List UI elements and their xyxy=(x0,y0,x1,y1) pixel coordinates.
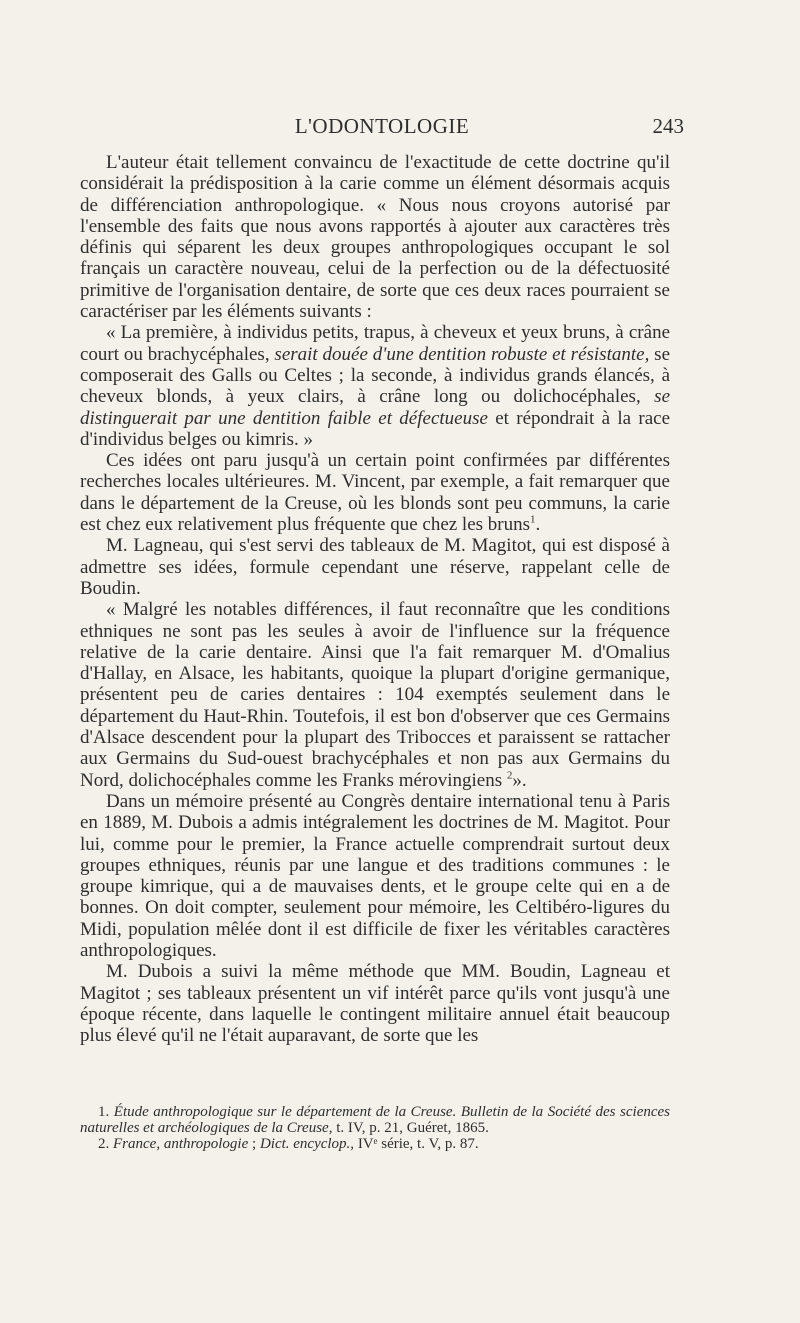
page-number: 243 xyxy=(652,114,684,138)
text-run: se composerait des Galls ou Celtes ; la seconde, à individus grands élancés, à cheveux blonds, à yeux clairs, à crâne long ou dolichocéphales, xyxy=(80,343,670,408)
body-text xyxy=(80,152,670,1046)
footnote-number: 1. xyxy=(98,1104,114,1120)
italic-run: se distinguerait par une dentition faible et défectueuse xyxy=(80,386,670,429)
footnote-ref: 2 xyxy=(506,769,513,782)
footnotes xyxy=(80,1104,670,1152)
text-run: t. IV, p. 21, Guéret, 1865. xyxy=(332,1120,489,1136)
text-run: « Malgré les notables différences, il faut reconnaître que les conditions ethniques ne sont pas les seules à avoir de l'influence sur la fréquence relative de la carie dentaire. Ainsi que l'a fait remarquer M. d'Omalius d'Hallay, en Alsace, les habitants, quoique la plupart d'origine germanique, présentent peu de caries dentaires : 104 exemptés seulement dans le département du Haut-Rhin. Toutefois, il est bon d'observer que ces Germains d'Alsace descendent pour la plupart des Tribocces et paraissent se rattacher aux Germains du Sud-ouest brachycéphales et non pas aux Germains du Nord, dolichocéphales comme les Franks mérovingiens xyxy=(80,599,670,791)
paragraph: M. Lagneau, qui s'est servi des tableaux de M. Magitot, qui est disposé à admettre ses idées, formule cependant une réserve, rappelant celle de Boudin. xyxy=(80,535,670,599)
paragraph: M. Dubois a suivi la même méthode que MM. Boudin, Lagneau et Magitot ; ses tableaux présentent un vif intérêt parce qu'ils vont jusqu'à une époque récente, dans laquelle le contingent militaire annuel était beaucoup plus élevé qu'il ne l'était auparavant, de sorte que les xyxy=(80,961,670,1047)
page-header xyxy=(80,114,684,138)
text-run: ». xyxy=(512,769,527,791)
italic-run: serait douée d'une dentition robuste et résistante, xyxy=(274,343,650,365)
paragraph xyxy=(80,599,670,791)
italic-run: Dict. encyclop., xyxy=(259,1136,355,1152)
footnote-number: 2. xyxy=(98,1136,113,1152)
text-run: IVᵉ série, t. V, p. 87. xyxy=(354,1136,479,1152)
paragraph xyxy=(80,450,670,535)
footnote xyxy=(80,1136,670,1152)
text-run: ; xyxy=(248,1136,260,1152)
text-run: et répondrait à la race d'individus belges ou kimris. » xyxy=(80,407,671,450)
paragraph: Dans un mémoire présenté au Congrès dentaire international tenu à Paris en 1889, M. Dubois a admis intégralement les doctrines de M. Magitot. Pour lui, comme pour le premier, la France actuelle comprendrait surtout deux groupes ethniques, réunis par une langue et des traditions communes : le groupe kimrique, qui a de mauvaises dents, et le groupe celte qui en a de bonnes. On doit compter, seulement pour mémoire, les Celtibéro-ligures du Midi, population mêlée dont il est difficile de fixer les véritables caractères anthropologiques. xyxy=(80,790,670,961)
italic-run: Étude anthropologique sur le département de la Creuse. Bulletin de la Société des sciences naturelles et archéologiques de la Creuse, xyxy=(80,1104,671,1136)
text-run: Ces idées ont paru jusqu'à un certain point confirmées par différentes recherches locales ultérieures. M. Vincent, par exemple, a fait remarquer que dans le département de la Creuse, où les blonds sont peu communs, la carie est chez eux relativement plus fréquente que chez les bruns xyxy=(80,450,670,536)
paragraph xyxy=(80,322,670,450)
running-title: L'ODONTOLOGIE xyxy=(294,114,470,138)
footnote xyxy=(80,1104,670,1136)
text-run: « La première, à individus petits, trapus, à cheveux et yeux bruns, à crâne court ou brachycéphales, xyxy=(80,322,670,365)
italic-run: France, anthropologie xyxy=(113,1136,249,1152)
footnote-ref: 1 xyxy=(530,513,536,526)
text-run: . xyxy=(535,514,541,536)
paragraph: L'auteur était tellement convaincu de l'exactitude de cette doctrine qu'il considérait la prédisposition à la carie comme un élément désormais acquis de différenciation anthropologique. « Nous nous croyons autorisé par l'ensemble des faits que nous avons rapportés à ajouter aux caractères très définis qui séparent les deux groupes anthropologiques occupant le sol français un caractère nouveau, celui de la perfection ou de la défectuosité primitive de l'organisation dentaire, de sorte que ces deux races pourraient se caractériser par les éléments suivants : xyxy=(80,152,670,323)
